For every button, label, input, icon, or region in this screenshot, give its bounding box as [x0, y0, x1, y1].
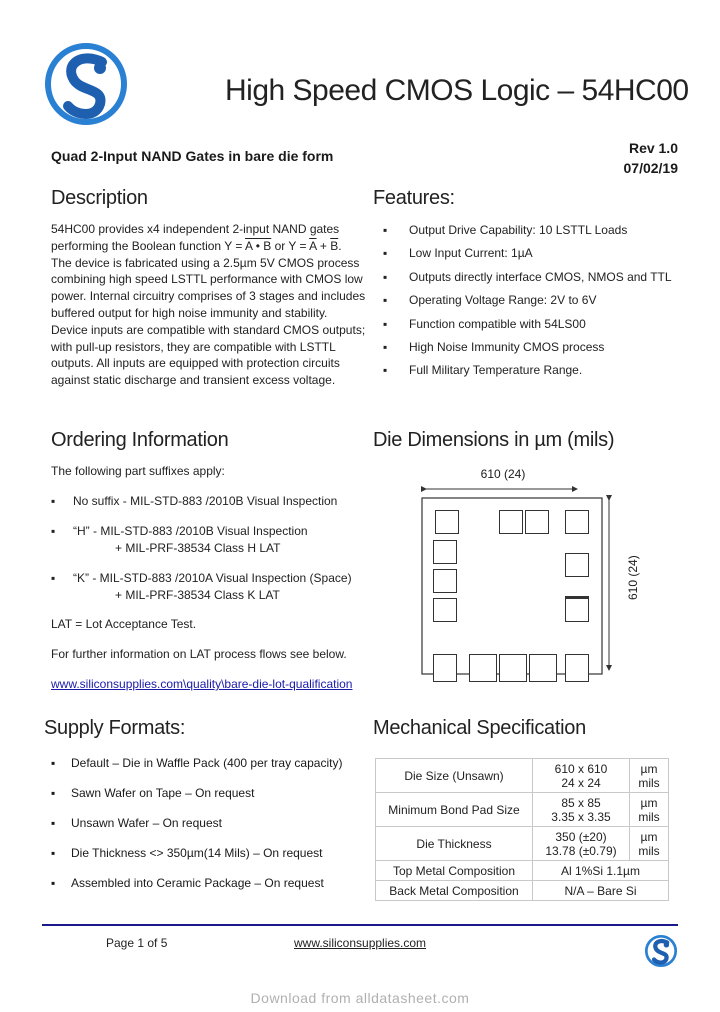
supply-heading: Supply Formats:: [44, 717, 186, 739]
spec-label: Die Thickness: [376, 827, 533, 861]
revision-date: 07/02/19: [623, 160, 678, 176]
mechanical-table: [375, 758, 669, 901]
footer-logo: [644, 934, 678, 968]
bond-pad: [469, 654, 497, 682]
feature-item: ▪ High Noise Immunity CMOS process: [383, 339, 605, 354]
further-info: For further information on LAT process flows see below.: [51, 647, 347, 661]
revision-block: [624, 138, 679, 178]
supply-list: [51, 756, 342, 906]
ordering-heading: Ordering Information: [51, 429, 229, 451]
bond-pad: [529, 654, 557, 682]
spec-label: Back Metal Composition: [376, 881, 533, 901]
page-number: Page 1 of 5: [106, 936, 168, 950]
table-row: [376, 759, 669, 793]
table-row: [376, 793, 669, 827]
bond-pad: [525, 510, 549, 534]
spec-unit: µm mils: [630, 793, 669, 827]
lat-definition: LAT = Lot Acceptance Test.: [51, 617, 197, 631]
ordering-item-text: “H” - MIL-STD-883 /2010B Visual Inspection: [73, 524, 308, 538]
description-line: against static discharge and transient excess voltage.: [51, 373, 336, 388]
table-row: [376, 861, 669, 881]
supply-item: ▪ Sawn Wafer on Tape – On request: [51, 786, 255, 800]
feature-item: ▪ Low Input Current: 1µA: [383, 246, 533, 261]
description-line: Device inputs are compatible with standard CMOS outputs;: [51, 322, 366, 337]
bond-pad: [565, 596, 589, 622]
lat-qualification-link[interactable]: www.siliconsupplies.com\quality\bare-die-lot-qualification: [51, 677, 353, 691]
table-row: [376, 881, 669, 901]
spec-value: 610 x 610 24 x 24: [533, 759, 630, 793]
subtitle: Quad 2-Input NAND Gates in bare die form: [51, 148, 334, 164]
bond-pad: [433, 654, 457, 682]
bond-pad: [435, 510, 459, 534]
ordering-item-text: “K” - MIL-STD-883 /2010A Visual Inspection (Space): [73, 571, 352, 585]
description-line: outputs. All inputs are equipped with protection circuits: [51, 356, 340, 371]
die-dimensions-heading: Die Dimensions in µm (mils): [373, 429, 615, 451]
spec-unit: µm mils: [630, 759, 669, 793]
feature-item: ▪ Output Drive Capability: 10 LSTTL Loads: [383, 223, 628, 237]
features-list: [383, 223, 672, 387]
description-line: 54HC00 provides x4 independent 2-input NAND gates: [51, 222, 340, 236]
spec-unit: µm mils: [630, 827, 669, 861]
bond-pad: [565, 510, 589, 534]
description-boolean-line: performing the Boolean function Y = A • B or $Y = \overline{A} + \overline{B}$.: [51, 238, 342, 253]
supply-item: ▪ Assembled into Ceramic Package – On request: [51, 876, 324, 890]
supply-item: ▪ Unsawn Wafer – On request: [51, 816, 222, 830]
supply-item: ▪ Default – Die in Waffle Pack (400 per tray capacity): [51, 756, 343, 770]
features-heading: Features:: [373, 187, 455, 209]
bond-pad: [565, 553, 589, 577]
description-heading: Description: [51, 187, 148, 209]
description-line: with pull-up resistors, they are compatible with LSTTL: [51, 339, 336, 354]
spec-label: Die Size (Unsawn): [376, 759, 533, 793]
description-text: [51, 221, 371, 389]
footer-website-link[interactable]: www.siliconsupplies.com: [294, 936, 427, 950]
mechanical-heading: Mechanical Specification: [373, 717, 586, 739]
page-title: High Speed CMOS Logic – 54HC00: [225, 74, 689, 107]
ordering-intro: The following part suffixes apply:: [51, 464, 225, 478]
spec-value: 350 (±20) 13.78 (±0.79): [533, 827, 630, 861]
description-line: combining high speed LSTTL performance with CMOS low: [51, 272, 363, 287]
feature-item: ▪ Outputs directly interface CMOS, NMOS and TTL: [383, 269, 672, 284]
spec-value: 85 x 85 3.35 x 3.35: [533, 793, 630, 827]
bond-pad: [433, 569, 457, 593]
feature-item: ▪ Function compatible with 54LS00: [383, 316, 586, 331]
die-height-label: 610 (24): [626, 555, 640, 600]
table-row: [376, 827, 669, 861]
spec-label: Top Metal Composition: [376, 861, 533, 881]
description-line: power. Internal circuitry comprises of 3 stages and includes: [51, 289, 366, 304]
feature-item: ▪ Full Military Temperature Range.: [383, 363, 583, 378]
footer-rule: [42, 924, 678, 926]
bond-pad: [433, 598, 457, 622]
bond-pad: [499, 654, 527, 682]
ordering-item-text: No suffix - MIL-STD-883 /2010B Visual Inspection: [73, 494, 338, 508]
die-width-label: 610 (24): [480, 467, 526, 481]
ordering-item-text: + MIL-PRF-38534 Class K LAT: [115, 588, 280, 602]
ordering-item-text: + MIL-PRF-38534 Class H LAT: [115, 541, 281, 555]
supply-item: ▪ Die Thickness <> 350µm(14 Mils) – On request: [51, 846, 323, 860]
revision: Rev 1.0: [628, 140, 678, 156]
bond-pad: [565, 654, 589, 682]
feature-item: ▪ Operating Voltage Range: 2V to 6V: [383, 293, 597, 308]
watermark: Download from alldatasheet.com: [250, 990, 470, 1006]
bond-pad: [499, 510, 523, 534]
spec-value: N/A – Bare Si: [533, 881, 669, 901]
description-line: The device is fabricated using a 2.5µm 5V CMOS process: [51, 255, 360, 270]
spec-label: Minimum Bond Pad Size: [376, 793, 533, 827]
bond-pad: [433, 540, 457, 564]
company-logo: [42, 40, 130, 128]
description-line: buffered output for high noise immunity and stability.: [51, 305, 328, 320]
spec-value: Al 1%Si 1.1µm: [533, 861, 669, 881]
